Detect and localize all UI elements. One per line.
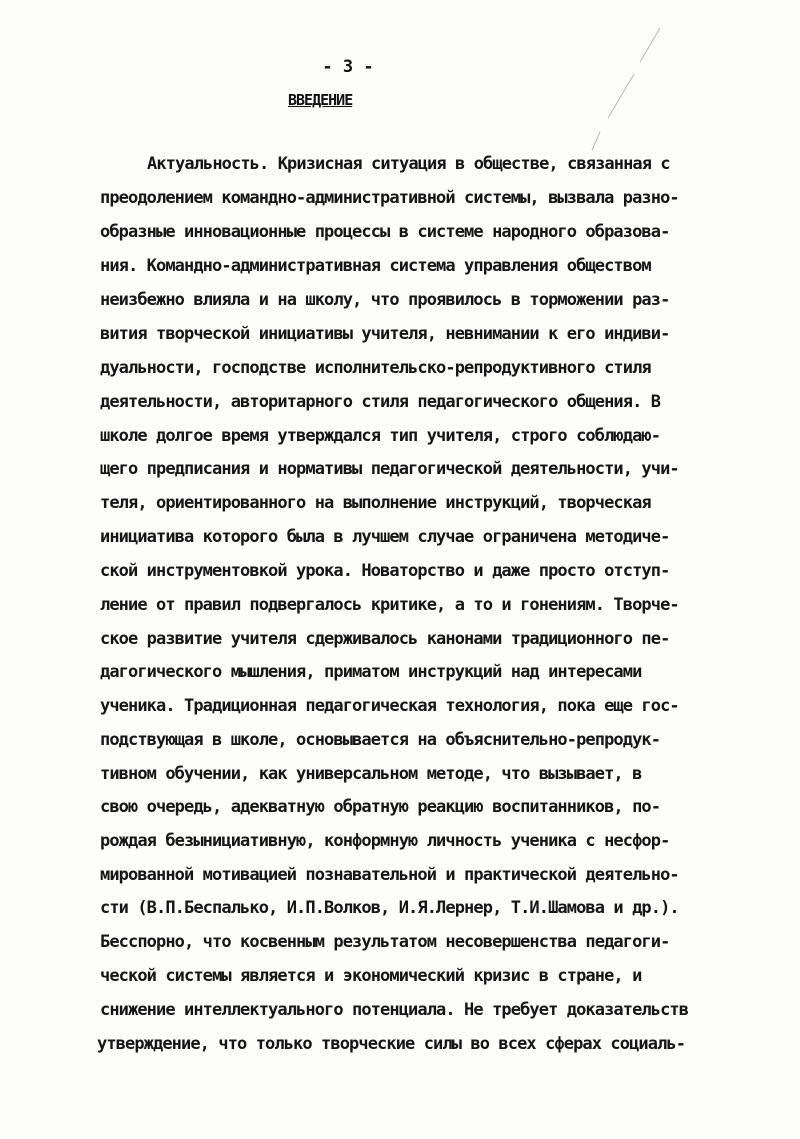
section-heading: ВВЕДЕНИЕ: [288, 91, 353, 109]
text-line: подствующая в школе, основывается на объяснительно-репродук-: [100, 730, 661, 750]
text-line: утверждение, что только творческие силы во всех сферах социаль-: [97, 1034, 686, 1054]
text-line: инициатива которого была в лучшем случае ограничена методиче-: [100, 527, 670, 547]
page-number: - 3 -: [322, 57, 374, 77]
text-line: вития творческой инициативы учителя, невнимании к его индиви-: [100, 324, 670, 344]
text-line: Актуальность. Кризисная ситуация в обществе, связанная с: [147, 154, 670, 174]
text-line: свою очередь, адекватную обратную реакцию воспитанников, по-: [100, 797, 661, 817]
text-line: неизбежно влияла и на школу, что проявилось в торможении раз-: [100, 290, 670, 310]
text-line: рождая безынициативную, конформную личность ученика с несфор-: [100, 831, 670, 851]
text-line: ния. Командно-административная система управления обществом: [100, 256, 651, 276]
text-line: тивном обучении, как универсальном методе, что вызывает, в: [100, 764, 642, 784]
text-line: ление от правил подвергалось критике, а то и гонениям. Творче-: [100, 595, 679, 615]
text-line: теля, ориентированного на выполнение инструкций, творческая: [100, 493, 651, 513]
text-line: ученика. Традиционная педагогическая технология, пока еще гос-: [100, 696, 679, 716]
text-line: преодолением командно-административной системы, вызвала разно-: [100, 188, 679, 208]
text-line: ское развитие учителя сдерживалось канонами традиционного пе-: [100, 629, 670, 649]
text-line: ской инструментовкой урока. Новаторство и даже просто отступ-: [100, 561, 670, 581]
text-line: дуальности, господстве исполнительско-репродуктивного стиля: [100, 358, 651, 378]
text-line: дагогического мышления, приматом инструкций над интересами: [100, 662, 642, 682]
text-line: щего предписания и нормативы педагогической деятельности, учи-: [100, 459, 679, 479]
text-line: сти (В.П.Беспалько, И.П.Волков, И.Я.Лернер, Т.И.Шамова и др.).: [100, 898, 679, 918]
text-line: образные инновационные процессы в системе народного образова-: [100, 222, 670, 242]
text-line: Бесспорно, что косвенным результатом несовершенства педагоги-: [100, 932, 670, 952]
text-line: снижение интеллектуального потенциала. Не требует доказательств: [100, 1000, 689, 1020]
text-line: деятельности, авторитарного стиля педагогического общения. В: [100, 392, 661, 412]
text-line: мированной мотивацией познавательной и практической деятельно-: [100, 865, 679, 885]
text-line: школе долгое время утверждался тип учителя, строго соблюдаю-: [100, 426, 661, 446]
text-line: ческой системы является и экономический кризис в стране, и: [100, 966, 642, 986]
